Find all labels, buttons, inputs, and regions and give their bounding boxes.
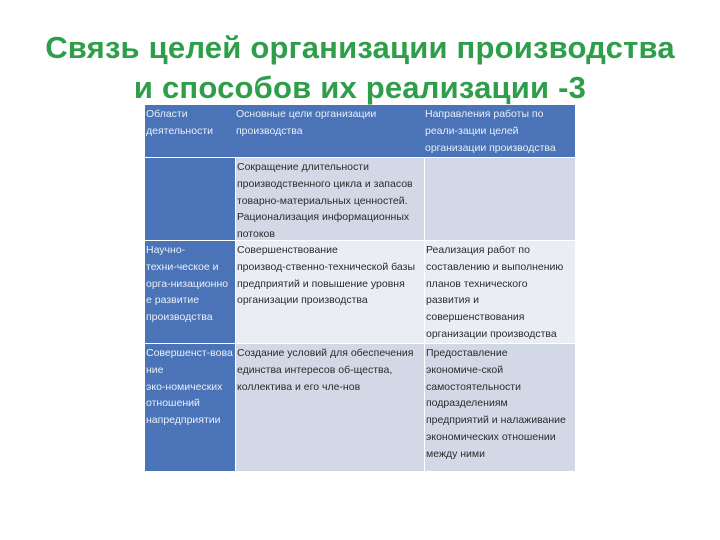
table-cell — [145, 158, 235, 240]
slide-title-line-2: и способов их реализации -3 — [133, 70, 587, 105]
table-row — [145, 240, 575, 343]
table-row — [145, 157, 575, 240]
table-cell: Совершенст-вова ние эко-номических отношений напредприятии — [145, 344, 235, 471]
header-cell-areas: Области деятельности — [145, 105, 235, 157]
goals-table — [145, 105, 575, 471]
table-cell — [424, 158, 575, 240]
table-cell: Совершенствование производ-ственно-технической базы предприятий и повышение уровня организации производства — [235, 241, 424, 343]
table-cell: Реализация работ по составлению и выполнению планов технического развития и совершенствования организации производства — [424, 241, 575, 343]
slide-title-line-1: Связь целей организации производства — [45, 30, 675, 65]
slide-title — [0, 28, 720, 108]
table-row — [145, 343, 575, 471]
table-cell: Предоставление экономиче-ской самостоятельности подразделениям предприятий и налаживание экономических отношении между ними — [424, 344, 575, 471]
table-header-row — [145, 105, 575, 157]
table-cell: Создание условий для обеспечения единства интересов об-щества, коллектива и его чле-нов — [235, 344, 424, 471]
header-cell-goals: Основные цели организации производства — [235, 105, 424, 157]
table-cell: Сокращение длительности производственного цикла и запасов товарно-материальных ценностей. Рационализация информационных потоков — [235, 158, 424, 240]
header-cell-directions: Направления работы по реали-зации целей организации производства — [424, 105, 575, 157]
table-cell: Научно- техни-ческое и орга-низационно е развитие производства — [145, 241, 235, 343]
